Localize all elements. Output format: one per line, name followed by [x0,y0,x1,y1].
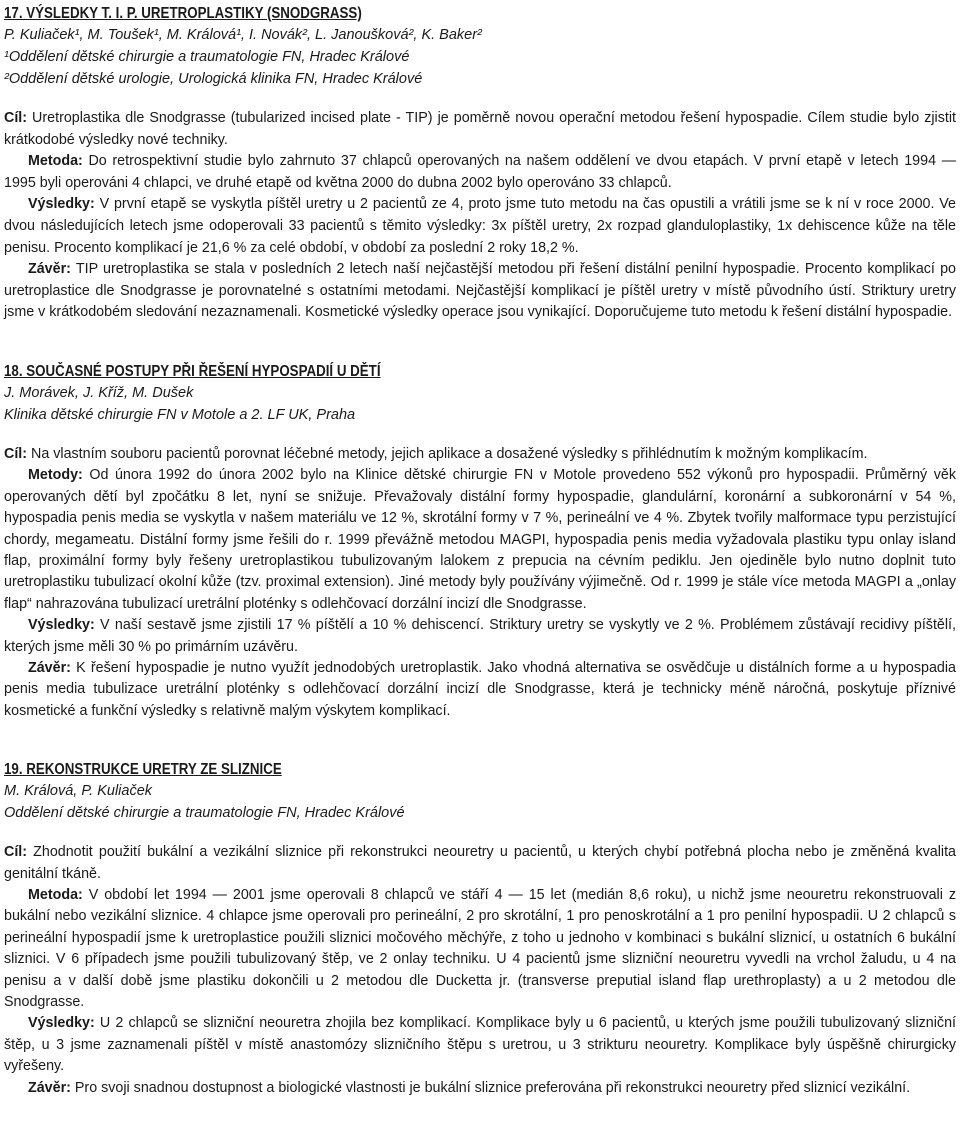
abstract-title: 18. SOUČASNÉ POSTUPY PŘI ŘEŠENÍ HYPOSPADIÍ U DĚTÍ [4,362,381,380]
section-label: Metoda: [28,887,83,904]
section-method [4,465,956,615]
section-text: Na vlastním souboru pacientů porovnat léčebné metody, jejich aplikace a dosažené výsledky s přihlédnutím k možným komplikacím. [27,445,868,462]
section-text: Pro svoji snadnou dostupnost a biologické vlastnosti je bukální sliznice preferována při rekonstrukci neouretry před sliznicí vezikální. [70,1079,911,1096]
section-text: Do retrospektivní studie bylo zahrnuto 37 chlapců operovaných na našem oddělení ve dvou etapách. V první etapě v letech 1994 — 1995 byli operováni 4 chlapci, ve druhé etapě od května 2000 do dubna 2002 bylo operováno 33 chlapců. [4,153,956,191]
section-label: Závěr: [28,660,71,676]
section-label: Výsledky: [28,196,95,213]
section-label: Cíl: [4,445,28,462]
section-conclusion [4,259,956,324]
section-text: Od února 1992 do února 2002 bylo na Klinice dětské chirurgie FN v Motole provedeno 552 výkonů pro hypospadii. Průměrný věk operovaných dětí byl zpočátku 8 let, nyní se snižuje. Převažovaly distální formy hypospadie, glandulární, koronární a subkoronární v 54 %, hypospadia penis media se vyskytla v našem materiálu ve 12 %, skrotální formy v 7 %, perineální ve 4 %. Zbytek tvořily malformace typu perzistující chordy, megameatu. Distální formy jsme řešili do r. 1999 převážně metodou MAGPI, hypospadia penis media vyžadovala plastiku typu onlay island flap, proximální formy byly řešeny uretroplastikou tubulizovaným lalokem z prepucia na cévním pediklu. Jen ojediněle bylo nutno doplnit tuto uretroplastiku tubulizací okolní kůže (tzv. proximal extension). Jiné metody byly používány výjimečně. Od r. 1999 je stále více metoda MAGPI a „onlay flap“ nahrazována tubulizací uretrální ploténky s odlehčovací dorzální incizí dle Snodgrasse. [4,467,956,612]
section-text: V období let 1994 — 2001 jsme operovali 8 chlapců ve stáří 4 — 15 let (medián 8,6 roku), u nichž jsme neouretru rekonstruovali z bukální nebo vezikální sliznice. 4 chlapce jsme operovali pro perineální, 2 pro skrotální, 1 pro penoskrotální a 1 pro penilní hypospadii. U 2 chlapců s perineální hypospadií jsme k uretroplastice použili sliznici močového měchýře, z toho u jednoho v kombinaci s bukální sliznicí, u ostatních 6 bukální sliznici. V 6 případech jsme použili tubulizovaný štěp, ve 2 onlay techniku. U 4 pacientů jsme slizniční neouretru vyvedli na vrchol žaludu, u 4 na penisu a v další době jsme plastiku dokončili u 2 metodou dle Duckettа jr. (transverse preputial island flap urethroplasty) a u 2 metodou dle Snodgrasse. [4,887,956,1011]
section-label: Závěr: [28,1079,71,1096]
spacer [4,324,956,362]
section-label: Cíl: [4,110,28,126]
abstract-authors: J. Morávek, J. Kříž, M. Dušek [4,384,194,401]
section-text: Uretroplastika dle Snodgrasse (tubularized incised plate - TIP) je poměrně novou operační metodou řešení hypospadie. Cílem studie bylo zjistit krátkodobé výsledky nové techniky. [4,110,956,148]
abstract-authors: P. Kuliaček¹, M. Toušek¹, M. Králová¹, I. Novák², L. Janoušková², K. Baker² [4,27,482,43]
section-label: Výsledky: [28,1015,95,1032]
section-label: Závěr: [28,261,71,278]
abstract-authors: M. Králová, P. Kuliaček [4,783,153,800]
section-text: Zhodnotit použití bukální a vezikální sliznice při rekonstrukci neouretry u pacientů, u kterých chybí potřebná plocha nebo je změněná kvalita genitální tkáně. [4,844,956,882]
section-text: TIP uretroplastika se stala v posledních 2 letech naší nejčastější metodou při řešení distální penilní hypospadie. Procento komplikací po uretroplastice dle Snodgrasse je porovnatelné s ostatními metodami. Nejčastější komplikací je píštěl uretry v místě původního ústí. Striktury uretry jsme v krátkodobém sledování nezaznamenali. Kosmetické výsledky operace jsou vynikající. Doporučujeme tuto metodu k řešení distální hypospadie. [4,261,956,321]
section-results [4,1013,956,1077]
section-results [4,615,956,658]
section-aim [4,108,956,151]
section-label: Cíl: [4,844,28,861]
section-conclusion [4,1078,956,1099]
spacer [4,722,956,760]
section-text: V naší sestavě jsme zjistili 17 % píštělí a 10 % dehiscencí. Striktury uretry se vyskytly ve 2 %. Problémem zůstávají recidivy píštělí, kterých jsme měli 30 % po primárním uzávěru. [4,617,956,655]
section-method [4,885,956,1013]
section-conclusion [4,658,956,722]
abstract-institution: Oddělení dětské chirurgie a traumatologie FN, Hradec Králové [4,805,405,822]
abstract-title: 19. REKONSTRUKCE URETRY ZE SLIZNICE [4,761,282,779]
section-aim [4,444,956,465]
section-label: Metody: [28,467,83,484]
section-text: K řešení hypospadie je nutno využít jednodobých uretroplastik. Jako vhodná alternativa se osvědčuje u distálních forme a u hypospadia penis media tubulizace uretrální ploténky s odlehčovací dorzální incizí dle Snodgrasse, která je technicky méně náročná, poskytuje příznivé kosmetické a funkční výsledky s relativně malým výskytem komplikací. [4,660,956,719]
abstract-17 [4,4,956,324]
section-method [4,151,956,194]
abstract-18 [4,362,956,722]
abstract-institution: ¹Oddělení dětské chirurgie a traumatologie FN, Hradec Králové [4,49,410,65]
section-text: U 2 chlapců se slizniční neouretra zhojila bez komplikací. Komplikace byly u 6 pacientů, u kterých jsme použili tubulizovaný slizniční štěp, u 3 jsme zaznamenali píštěl v místě anastomózy slizničního štěpu s uretrou, u 3 strikturu neouretry. Komplikace byly úspěšně chirurgicky vyřešeny. [4,1015,956,1075]
section-aim [4,842,956,885]
abstract-institution: Klinika dětské chirurgie FN v Motole a 2. LF UK, Praha [4,406,356,423]
section-label: Metoda: [28,153,83,170]
section-text: V první etapě se vyskytla píštěl uretry u 2 pacientů ze 4, proto jsme tuto metodu na čas opustili a vrátili jsme se k ní v roce 2000. Ve dvou následujících letech jsme odoperovali 33 pacientů s těmito výsledky: 3x píštěl uretry, 2x rozpad glanduloplastiky, 1x dehiscence kůže na těle penisu. Procento komplikací je 21,6 % za celé období, v období za poslední 2 roky 18,2 %. [4,196,956,256]
abstract-19 [4,760,956,1099]
section-label: Výsledky: [28,617,95,634]
section-results [4,194,956,259]
abstract-institution: ²Oddělení dětské urologie, Urologická klinika FN, Hradec Králové [4,71,423,87]
abstract-title: 17. VÝSLEDKY T. I. P. URETROPLASTIKY (SNODGRASS) [4,5,362,22]
